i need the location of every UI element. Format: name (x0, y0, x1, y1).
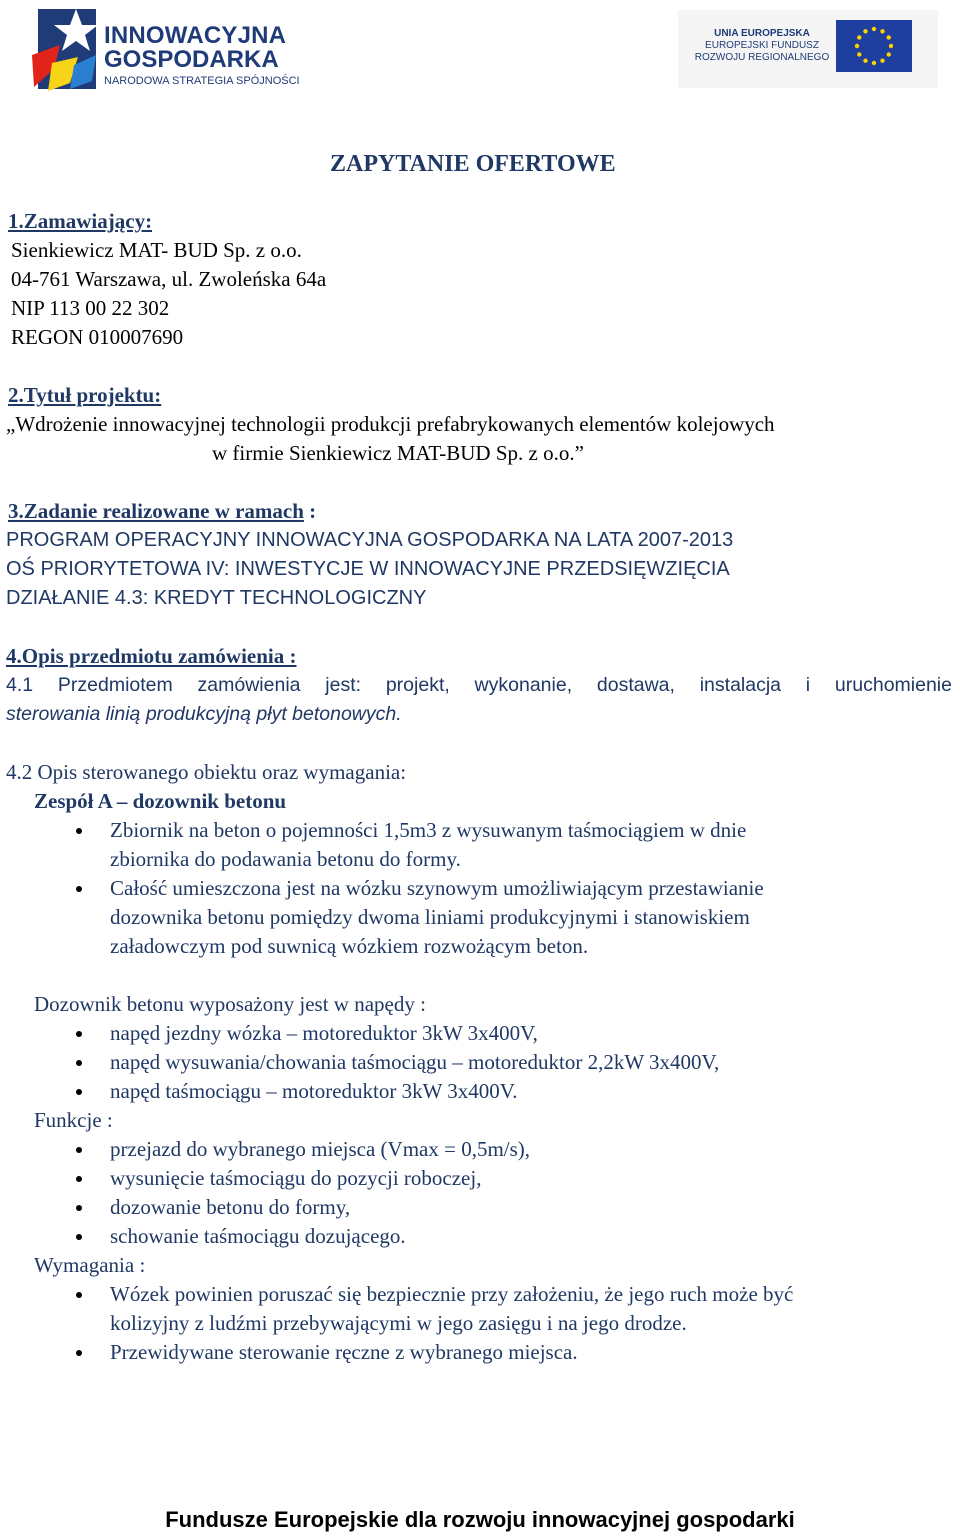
eu-star-icon (863, 29, 867, 33)
naped-heading: Dozownik betonu wyposażony jest w napędy : (34, 992, 426, 1016)
p41-line1: 4.1 Przedmiotem zamówienia jest: projekt, wykonanie, dostawa, instalacja i uruchomienie (6, 674, 952, 696)
naped-item: napęd jezdny wózka – motoreduktor 3kW 3x400V, (110, 1021, 538, 1045)
eu-star-icon (880, 29, 884, 33)
section1-line: REGON 010007690 (11, 325, 184, 349)
section3-heading: 3.Zadanie realizowane w ramach (8, 499, 304, 523)
eu-star-icon (863, 59, 867, 63)
project-title-line1: „Wdrożenie innowacyjnej technologii produkcji prefabrykowanych elementów kolejowych (6, 412, 775, 436)
section3-line: OŚ PRIORYTETOWA IV: INWESTYCJE W INNOWACYJNE PRZEDSIĘWZIĘCIA (6, 558, 730, 580)
section1-line: NIP 113 00 22 302 (11, 296, 170, 320)
zespol-bullet-line: załadowczym pod suwnicą wózkiem rozwożącym beton. (110, 934, 589, 958)
bullet-icon (76, 1176, 82, 1182)
naped-item: napęd wysuwania/chowania taśmociągu – motoreduktor 2,2kW 3x400V, (110, 1050, 720, 1074)
eu-logo-text (692, 28, 832, 64)
eu-star-icon (872, 61, 876, 65)
funkcje-heading: Funkcje : (34, 1108, 113, 1132)
wymagania-item-line: Wózek powinien poruszać się bezpiecznie przy założeniu, że jego ruch może być (110, 1282, 794, 1306)
funkcje-item: przejazd do wybranego miejsca (Vmax = 0,5m/s), (110, 1137, 531, 1161)
eu-star-icon (889, 44, 893, 48)
bullet-icon (76, 1147, 82, 1153)
bullet-icon (76, 828, 82, 834)
eu-logo-line3: ROZWOJU REGIONALNEGO (694, 52, 830, 63)
logo-left-line1: INNOWACYJNA (104, 22, 287, 49)
bullet-icon (76, 1350, 82, 1356)
eu-star-icon (880, 59, 884, 63)
eu-logo-line1: UNIA EUROPEJSKA (714, 28, 810, 39)
funkcje-item: dozowanie betonu do formy, (110, 1195, 351, 1219)
bullet-icon (76, 1205, 82, 1211)
bullet-icon (76, 1060, 82, 1066)
bullet-icon (76, 886, 82, 892)
section2-heading: 2.Tytuł projektu: (8, 383, 162, 407)
star-logo-icon (30, 5, 110, 95)
document-title: ZAPYTANIE OFERTOWE (330, 151, 616, 177)
funkcje-item: wysunięcie taśmociągu do pozycji roboczej, (110, 1166, 482, 1190)
zespol-bullet-line: zbiornika do podawania betonu do formy. (110, 847, 461, 871)
eu-star-icon (887, 52, 891, 56)
p41-line2: sterowania linią produkcyjną płyt betonowych. (6, 703, 402, 725)
funkcje-item: schowanie taśmociągu dozującego. (110, 1224, 406, 1248)
section3-heading-wrap (8, 497, 316, 526)
eu-flag-icon (836, 20, 912, 72)
eu-star-icon (887, 35, 891, 39)
bullet-icon (76, 1089, 82, 1095)
bullet-icon (76, 1031, 82, 1037)
wymagania-heading: Wymagania : (34, 1253, 146, 1277)
zespol-bullet-line: Zbiornik na beton o pojemności 1,5m3 z wysuwanym taśmociągiem w dnie (110, 818, 747, 842)
naped-item: napęd taśmociągu – motoreduktor 3kW 3x400V. (110, 1079, 518, 1103)
bullet-icon (76, 1292, 82, 1298)
section3-line: PROGRAM OPERACYJNY INNOWACYJNA GOSPODARKA NA LATA 2007-2013 (6, 529, 734, 551)
p42-heading: 4.2 Opis sterowanego obiektu oraz wymagania: (6, 760, 407, 784)
eu-star-icon (855, 44, 859, 48)
section1-line: Sienkiewicz MAT- BUD Sp. z o.o. (11, 238, 302, 262)
footer-slogan: Fundusze Europejskie dla rozwoju innowacyjnej gospodarki (165, 1507, 795, 1532)
zespol-heading: Zespół A – dozownik betonu (34, 789, 287, 813)
wymagania-item-line: Przewidywane sterowanie ręczne z wybranego miejsca. (110, 1340, 578, 1364)
logo-left-line2: GOSPODARKA (104, 46, 279, 73)
zespol-bullet-line: Całość umieszczona jest na wózku szynowym umożliwiającym przestawianie (110, 876, 764, 900)
section4-heading: 4.Opis przedmiotu zamówienia : (6, 644, 297, 668)
bullet-icon (76, 1234, 82, 1240)
logo-left-text (104, 24, 300, 88)
wymagania-item-line: kolizyjny z ludźmi przebywającymi w jego zasięgu i na jego drodze. (110, 1311, 687, 1335)
section1-heading: 1.Zamawiający: (8, 209, 153, 233)
section1-line: 04-761 Warszawa, ul. Zwoleńska 64a (11, 267, 327, 291)
section3-heading-suffix: : (303, 499, 317, 523)
eu-logo-line2: EUROPEJSKI FUNDUSZ (705, 40, 819, 51)
project-title-line2: w firmie Sienkiewicz MAT-BUD Sp. z o.o.” (212, 441, 584, 465)
eu-star-icon (857, 52, 861, 56)
zespol-bullet-line: dozownika betonu pomiędzy dwoma liniami produkcyjnymi i stanowiskiem (110, 905, 750, 929)
section3-line: DZIAŁANIE 4.3: KREDYT TECHNOLOGICZNY (6, 587, 427, 609)
logo-left-line3: NARODOWA STRATEGIA SPÓJNOŚCI (104, 75, 300, 87)
eu-star-icon (857, 35, 861, 39)
eu-star-icon (872, 27, 876, 31)
